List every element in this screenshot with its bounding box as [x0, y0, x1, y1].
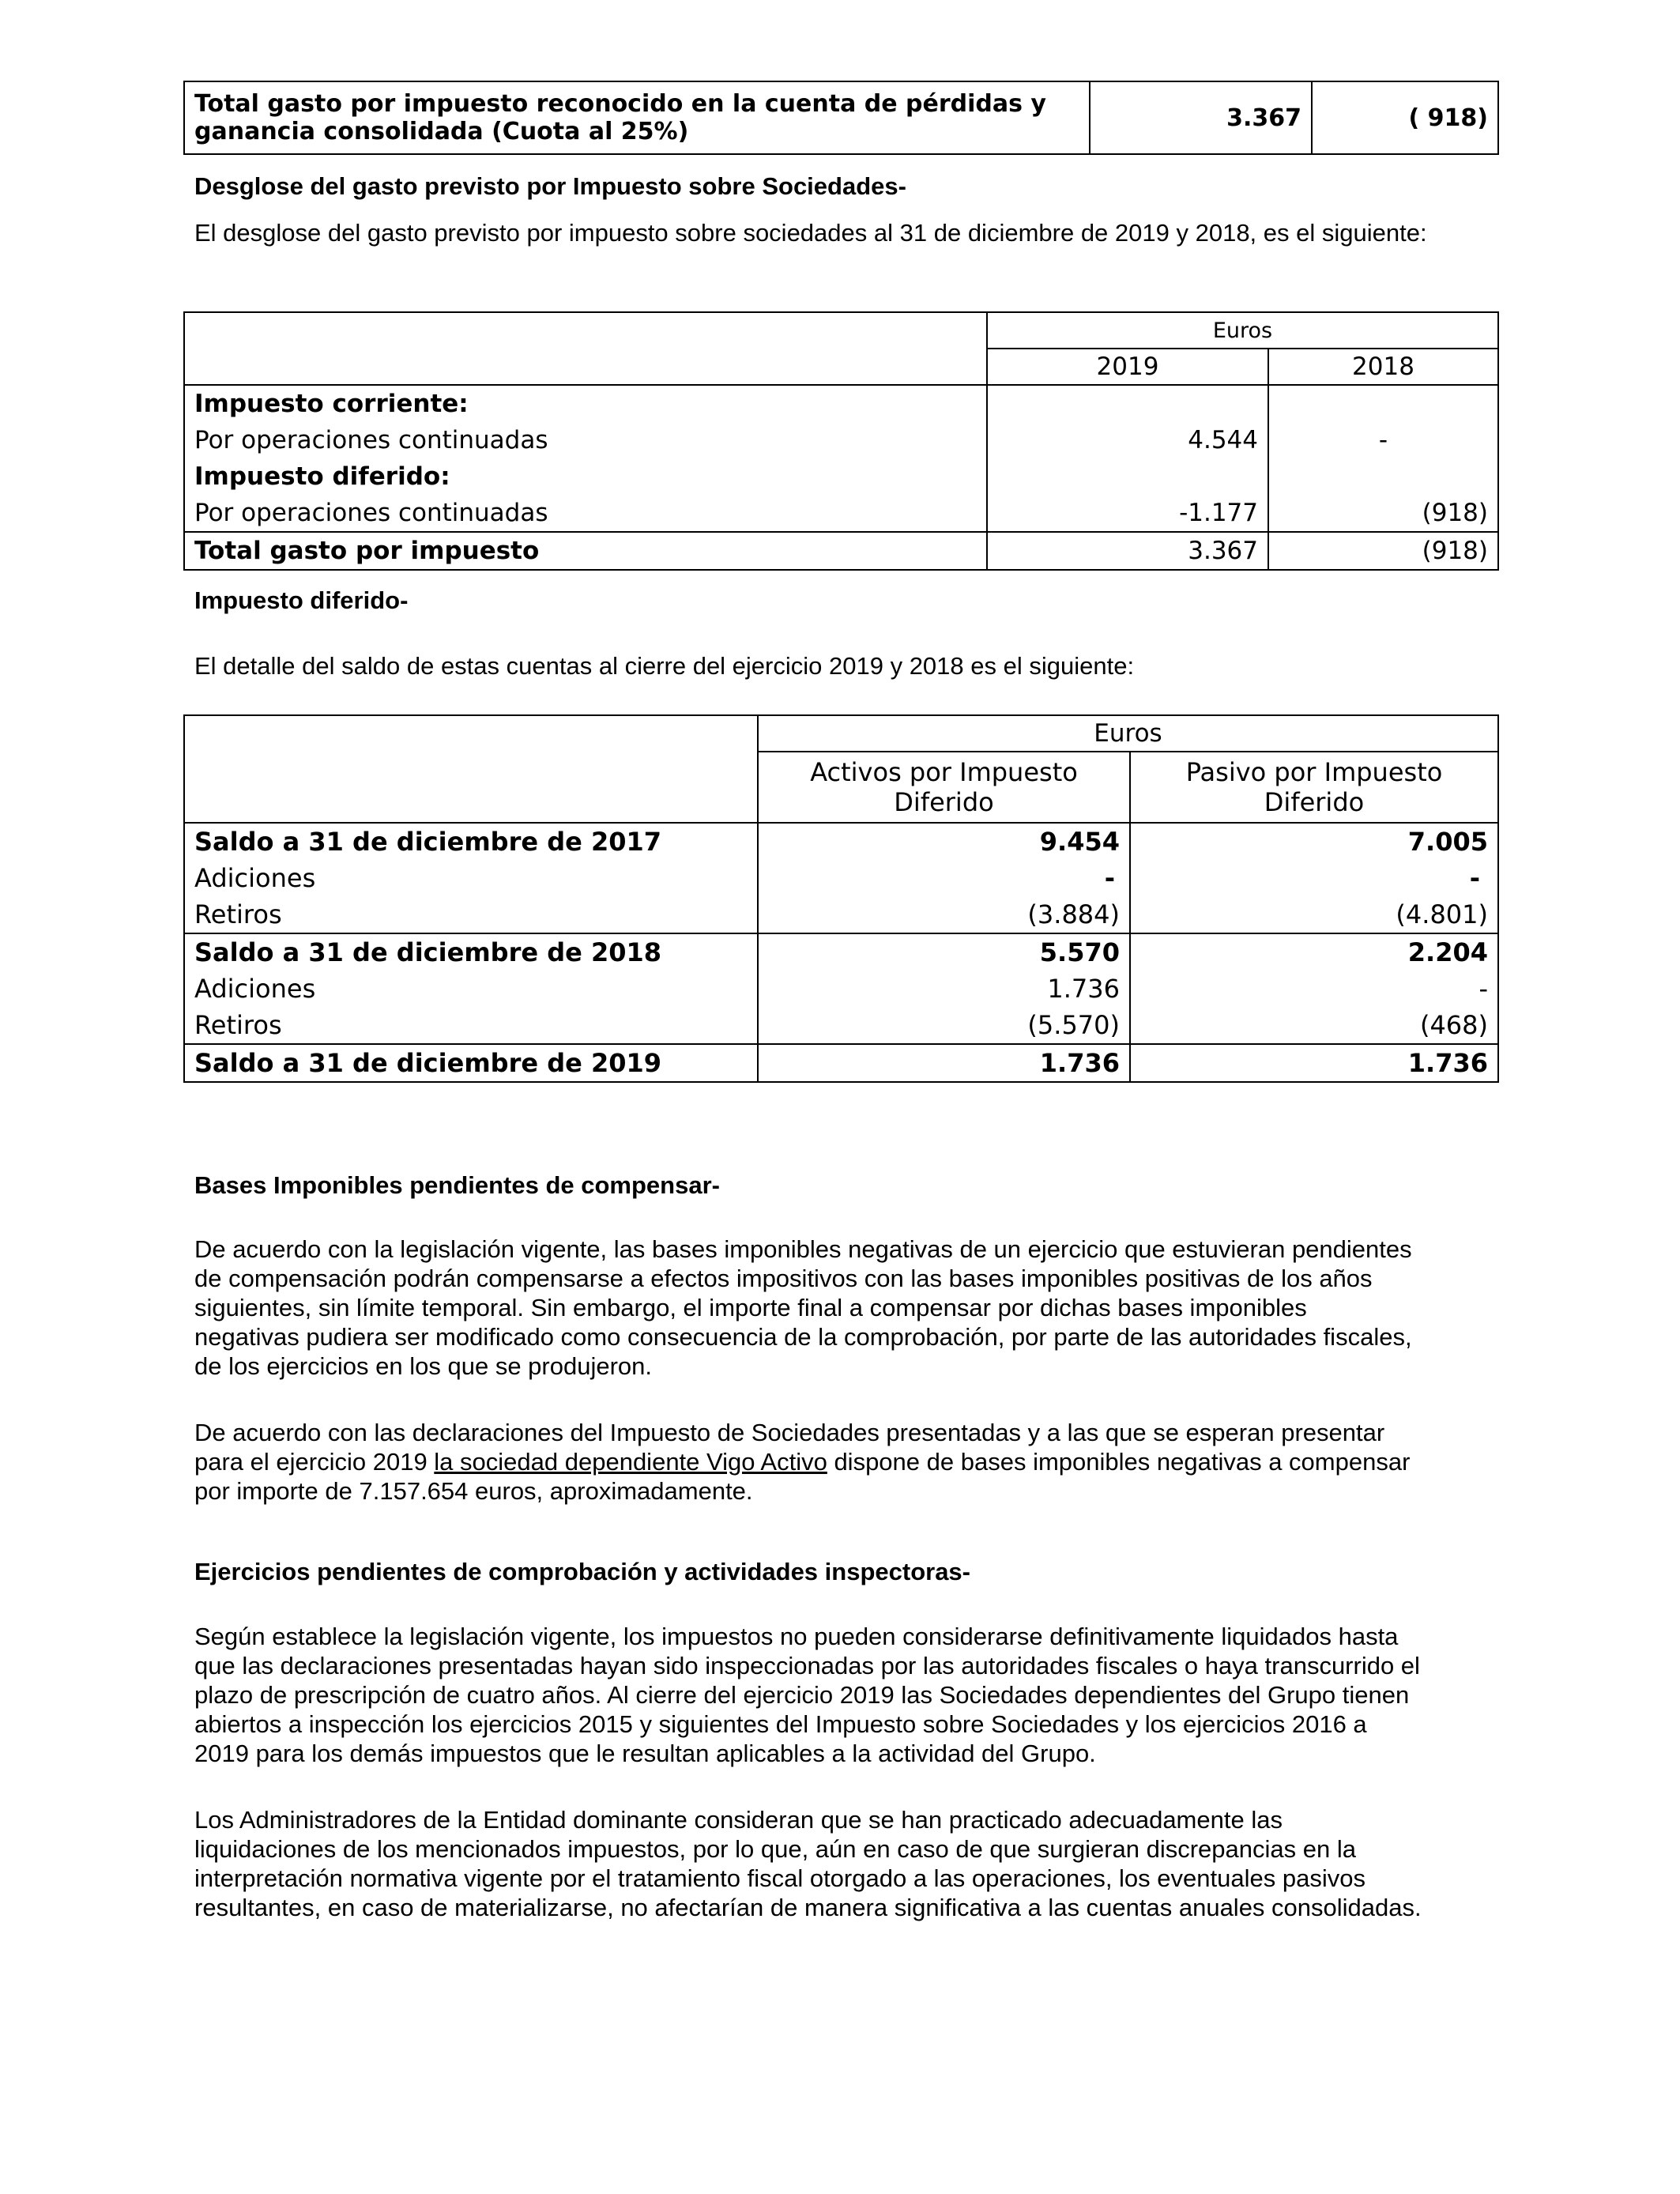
row-value-2018: (918) — [1268, 495, 1498, 532]
row-label: Saldo a 31 de diciembre de 2017 — [184, 823, 758, 860]
text-line: de compensación podrán compensarse a efectos impositivos con las bases imponibles positivas de los años — [194, 1265, 1373, 1292]
row-pasivo: - — [1130, 971, 1498, 1007]
row-pasivo: (468) — [1130, 1007, 1498, 1044]
text-line: 2019 para los demás impuestos que le resultan aplicables a la actividad del Grupo. — [194, 1740, 1096, 1767]
row-value-2018 — [1268, 458, 1498, 495]
section-heading-bases-imponibles: Bases Imponibles pendientes de compensar- — [194, 1171, 720, 1199]
underlined-company-name: la sociedad dependiente Vigo Activo — [434, 1448, 827, 1476]
text-line: interpretación normativa vigente por el tratamiento fiscal otorgado a las operaciones, los eventuales pasivos — [194, 1864, 1365, 1892]
table-header-row — [184, 715, 1498, 752]
table-total-row — [184, 1044, 1498, 1082]
text-line — [194, 1447, 1490, 1476]
table-row — [184, 896, 1498, 933]
text-line: abiertos a inspección los ejercicios 2015 y siguientes del Impuesto sobre Sociedades y los ejercicios 2016 a — [194, 1710, 1367, 1738]
row-activos: (5.570) — [758, 1007, 1130, 1044]
header-euros: Euros — [758, 715, 1498, 752]
text-line: resultantes, en caso de materializarse, no afectarían de manera significativa a las cuentas anuales consolidadas. — [194, 1894, 1422, 1921]
paragraph-impuesto-diferido: El detalle del saldo de estas cuentas al cierre del ejercicio 2019 y 2018 es el siguiente: — [194, 652, 1135, 680]
section-heading-impuesto-diferido: Impuesto diferido- — [194, 586, 409, 614]
row-pasivo: 7.005 — [1130, 823, 1498, 860]
empty-header-cell — [184, 715, 758, 823]
total-tax-2019: 3.367 — [1090, 81, 1312, 154]
header-activos: Activos por Impuesto Diferido — [758, 752, 1130, 823]
row-value-2018: (918) — [1268, 532, 1498, 570]
row-pasivo: - — [1130, 860, 1498, 896]
row-label: Por operaciones continuadas — [184, 422, 987, 458]
table-header-row — [184, 312, 1498, 349]
section-heading-ejercicios-pendientes: Ejercicios pendientes de comprobación y actividades inspectoras- — [194, 1558, 970, 1585]
tax-breakdown-table — [183, 311, 1499, 571]
paragraph-ejercicios-2 — [194, 1805, 1490, 1922]
row-value-2019: -1.177 — [987, 495, 1268, 532]
row-value-2019: 3.367 — [987, 532, 1268, 570]
header-2019: 2019 — [987, 349, 1268, 385]
paragraph-ejercicios-1 — [194, 1622, 1490, 1768]
text-line: que las declaraciones presentadas hayan sido inspeccionadas por las autoridades fiscales o haya transcurrido el — [194, 1652, 1420, 1679]
table-row — [184, 495, 1498, 532]
row-activos: (3.884) — [758, 896, 1130, 933]
table-row — [184, 933, 1498, 971]
row-value-2018: - — [1268, 422, 1498, 458]
row-label: Impuesto corriente: — [184, 385, 987, 422]
row-label: Adiciones — [184, 860, 758, 896]
header-2018: 2018 — [1268, 349, 1498, 385]
table-row — [184, 458, 1498, 495]
row-activos: 9.454 — [758, 823, 1130, 860]
text-line: de los ejercicios en los que se produjeron. — [194, 1352, 653, 1380]
row-label: Retiros — [184, 896, 758, 933]
text-line: plazo de prescripción de cuatro años. Al cierre del ejercicio 2019 las Sociedades dependientes del Grupo tienen — [194, 1681, 1410, 1709]
row-activos: 1.736 — [758, 971, 1130, 1007]
row-activos: 1.736 — [758, 1044, 1130, 1082]
text-fragment: dispone de bases imponibles negativas a compensar — [827, 1448, 1411, 1476]
row-pasivo: 2.204 — [1130, 933, 1498, 971]
table-row — [184, 1007, 1498, 1044]
section-heading-desglose: Desglose del gasto previsto por Impuesto sobre Sociedades- — [194, 172, 906, 200]
table-row — [184, 823, 1498, 860]
row-label: Total gasto por impuesto — [184, 532, 987, 570]
row-label: Adiciones — [184, 971, 758, 1007]
text-line: Según establece la legislación vigente, los impuestos no pueden considerarse definitivamente liquidados hasta — [194, 1623, 1399, 1650]
row-label: Saldo a 31 de diciembre de 2018 — [184, 933, 758, 971]
row-value-2019 — [987, 385, 1268, 422]
total-tax-summary-table — [183, 81, 1499, 155]
row-pasivo: (4.801) — [1130, 896, 1498, 933]
header-pasivo: Pasivo por Impuesto Diferido — [1130, 752, 1498, 823]
table-row — [184, 971, 1498, 1007]
total-tax-label: Total gasto por impuesto reconocido en la cuenta de pérdidas y ganancia consolidada (Cuota al 25%) — [184, 81, 1090, 154]
paragraph-bases-imponibles-2 — [194, 1418, 1490, 1506]
total-tax-2018: ( 918) — [1312, 81, 1498, 154]
text-fragment: para el ejercicio 2019 — [194, 1448, 435, 1476]
text-line: De acuerdo con la legislación vigente, las bases imponibles negativas de un ejercicio que estuvieran pendientes — [194, 1235, 1412, 1263]
row-value-2019 — [987, 458, 1268, 495]
deferred-tax-table — [183, 714, 1499, 1083]
paragraph-desglose: El desglose del gasto previsto por impuesto sobre sociedades al 31 de diciembre de 2019 y 2018, es el siguiente: — [194, 219, 1427, 247]
table-total-row — [184, 532, 1498, 570]
table-row — [184, 81, 1498, 154]
row-activos: 5.570 — [758, 933, 1130, 971]
text-line: liquidaciones de los mencionados impuestos, por lo que, aún en caso de que surgieran discrepancias en la — [194, 1835, 1356, 1863]
row-value-2018 — [1268, 385, 1498, 422]
row-pasivo: 1.736 — [1130, 1044, 1498, 1082]
table-row — [184, 860, 1498, 896]
table-row — [184, 385, 1498, 422]
row-label: Retiros — [184, 1007, 758, 1044]
row-activos: - — [758, 860, 1130, 896]
row-value-2019: 4.544 — [987, 422, 1268, 458]
header-euros: Euros — [987, 312, 1498, 349]
text-line: negativas pudiera ser modificado como consecuencia de la comprobación, por parte de las autoridades fiscales, — [194, 1323, 1412, 1351]
text-line: De acuerdo con las declaraciones del Impuesto de Sociedades presentadas y a las que se esperan presentar — [194, 1419, 1385, 1446]
paragraph-bases-imponibles-1 — [194, 1235, 1490, 1381]
row-label: Saldo a 31 de diciembre de 2019 — [184, 1044, 758, 1082]
row-label: Por operaciones continuadas — [184, 495, 987, 532]
text-line: por importe de 7.157.654 euros, aproximadamente. — [194, 1477, 753, 1505]
text-line: Los Administradores de la Entidad dominante consideran que se han practicado adecuadamente las — [194, 1806, 1283, 1834]
table-row — [184, 422, 1498, 458]
row-label: Impuesto diferido: — [184, 458, 987, 495]
empty-header-cell — [184, 312, 987, 385]
text-line: siguientes, sin límite temporal. Sin embargo, el importe final a compensar por dichas bases imponibles — [194, 1294, 1307, 1321]
